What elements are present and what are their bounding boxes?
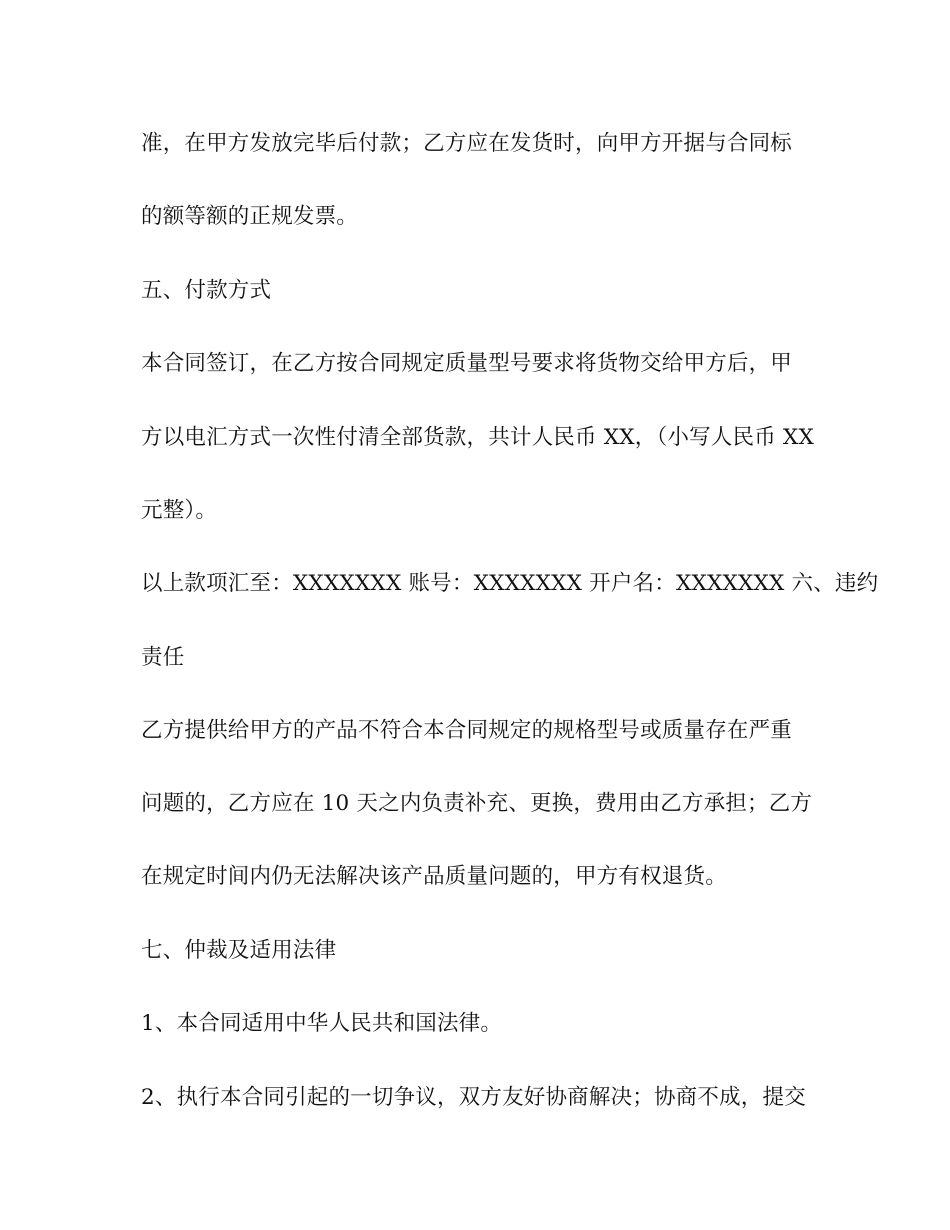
paragraph-line-liability-1: 乙方提供给甲方的产品不符合本合同规定的规格型号或质量存在严重 (141, 718, 793, 743)
paragraph-line-payment-3: 元整）。 (141, 498, 218, 523)
paragraph-line-bank-info: 以上款项汇至：XXXXXXX 账号：XXXXXXX 开户名：XXXXXXX 六、违约 (141, 571, 879, 596)
paragraph-line-payment-terms-cont: 准，在甲方发放完毕后付款；乙方应在发货时，向甲方开据与合同标 (141, 131, 793, 156)
paragraph-line-liability-3: 在规定时间内仍无法解决该产品质量问题的，甲方有权退货。 (141, 864, 727, 889)
paragraph-line-payment-1: 本合同签订，在乙方按合同规定质量型号要求将货物交给甲方后，甲 (141, 351, 793, 376)
paragraph-line-liability-2: 问题的，乙方应在 10 天之内负责补充、更换，费用由乙方承担；乙方 (141, 791, 813, 816)
clause-1-governing-law: 1、本合同适用中华人民共和国法律。 (141, 1011, 503, 1036)
section-heading-arbitration: 七、仲裁及适用法律 (141, 938, 337, 963)
paragraph-line-payment-2: 方以电汇方式一次性付清全部货款，共计人民币 XX，（小写人民币 XX (141, 425, 814, 450)
paragraph-line-invoice: 的额等额的正规发票。 (141, 204, 359, 229)
section-heading-liability-cont: 责任 (141, 645, 185, 670)
section-heading-payment-method: 五、付款方式 (141, 278, 272, 303)
clause-2-disputes: 2、执行本合同引起的一切争议，双方友好协商解决；协商不成，提交 (141, 1085, 806, 1110)
